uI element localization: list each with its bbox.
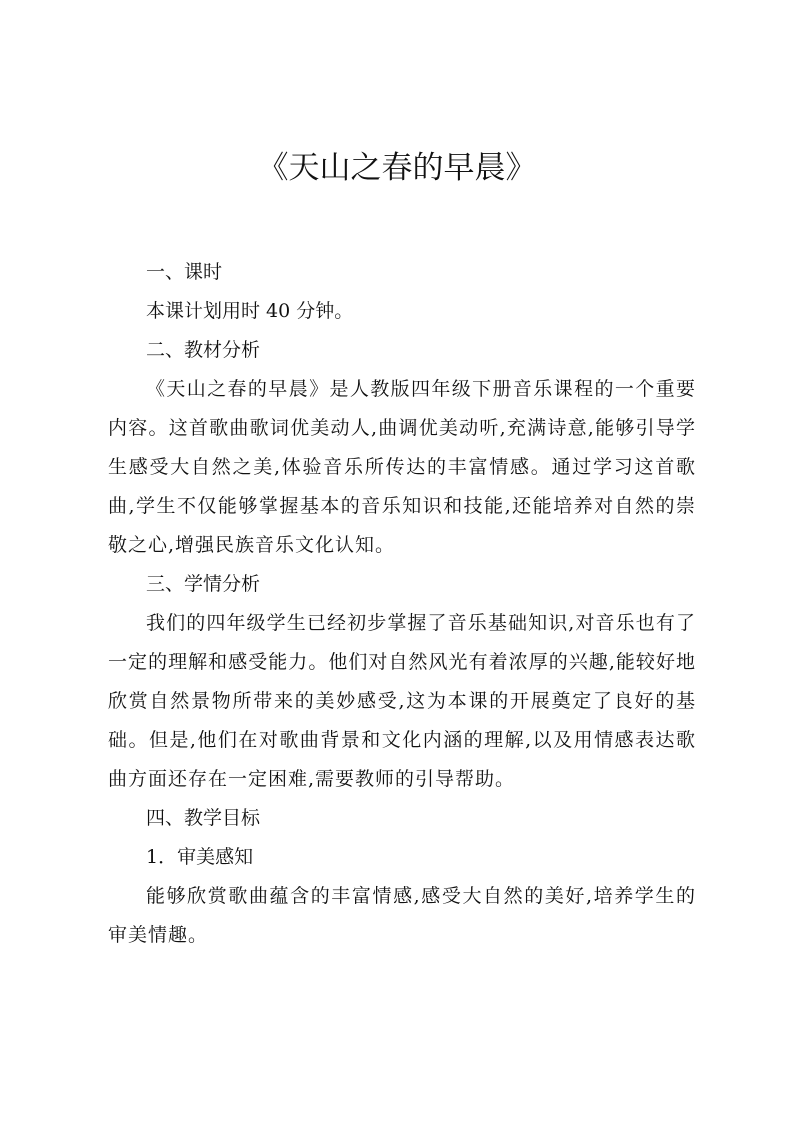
section-heading-teaching-goals: 四、教学目标: [146, 807, 261, 829]
section-heading-class-hours: 一、课时: [146, 261, 223, 283]
student-analysis-paragraph: 我们的四年级学生已经初步掌握了音乐基础知识,对音乐也有了一定的理解和感受能力。他们对自然风光有着浓厚的兴趣,能较好地欣赏自然景物所带来的美妙感受,这为本课的开展奠定了良好的基础。但是,他们在对歌曲背景和文化内涵的理解,以及用情感表达歌曲方面还存在一定困难,需要教师的引导帮助。: [108, 612, 696, 790]
document-body: [108, 253, 696, 955]
section-heading-material-analysis: 二、教材分析: [146, 339, 261, 361]
section-heading-student-analysis: 三、学情分析: [146, 573, 261, 595]
material-analysis-paragraph: 《天山之春的早晨》是人教版四年级下册音乐课程的一个重要内容。这首歌曲歌词优美动人,曲调优美动听,充满诗意,能够引导学生感受大自然之美,体验音乐所传达的丰富情感。通过学习这首歌曲,学生不仅能够掌握基本的音乐知识和技能,还能培养对自然的崇敬之心,增强民族音乐文化认知。: [108, 378, 696, 556]
class-hours-text: 本课计划用时 40 分钟。: [146, 300, 354, 322]
document-title: 《天山之春的早晨》: [257, 150, 537, 186]
subheading-aesthetic-perception: 1．审美感知: [146, 846, 254, 868]
aesthetic-perception-paragraph: 能够欣赏歌曲蕴含的丰富情感,感受大自然的美好,培养学生的审美情趣。: [108, 885, 696, 946]
